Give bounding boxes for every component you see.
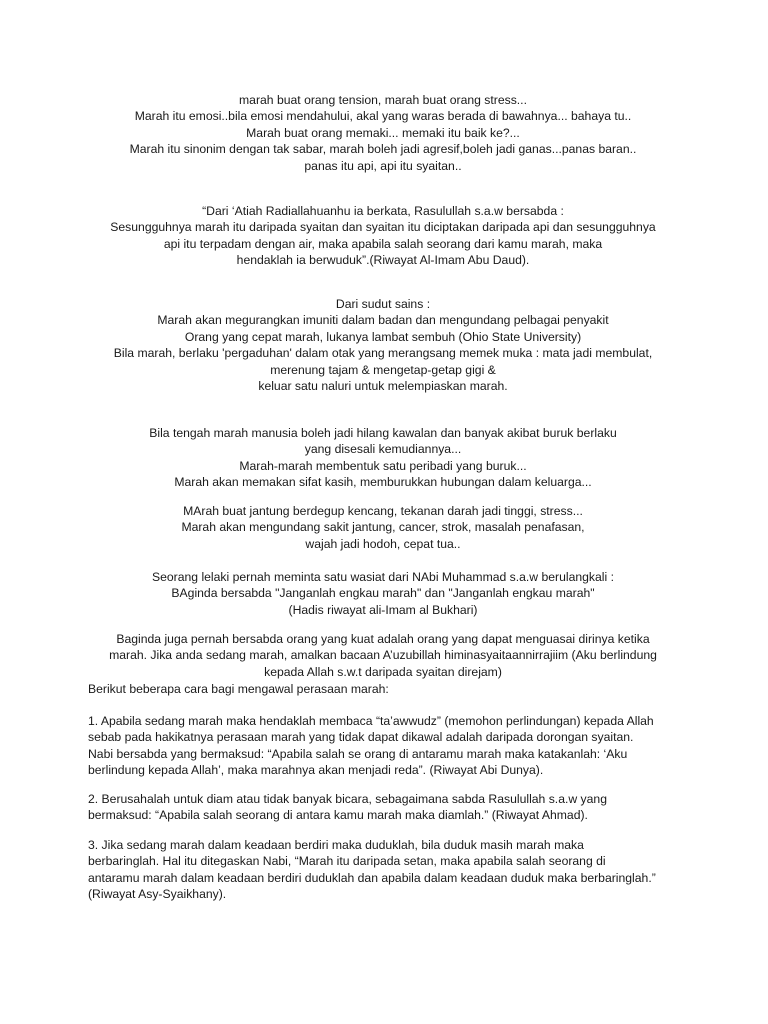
consequences-line: Bila tengah marah manusia boleh jadi hilang kawalan dan banyak akibat buruk berlaku	[149, 426, 617, 440]
strong-person-line: marah. Jika anda sedang marah, amalkan bacaan A’uzubillah himinasyaitaannirrajiim (Aku berlindung	[109, 648, 657, 663]
hadith-bukhari-paragraph	[88, 569, 678, 618]
consequences-paragraph	[88, 425, 678, 491]
science-heading: Dari sudut sains :	[335, 297, 431, 311]
science-line: keluar satu naluri untuk melempiaskan marah.	[258, 379, 508, 394]
health-paragraph	[88, 503, 678, 552]
hadith-line: (Hadis riwayat ali-Imam al Bukhari)	[288, 602, 478, 617]
way-line: Nabi bersabda yang bermaksud: “Apabila salah se orang di antaramu marah maka katakanlah: ‘Aku	[88, 746, 628, 761]
strong-person-paragraph	[88, 631, 678, 680]
intro-paragraph	[88, 92, 678, 174]
strong-person-line: kepada Allah s.w.t daripada syaitan direjam)	[264, 664, 502, 679]
way-line: sebab pada hakikatnya perasaan marah yang tidak dapat dikawal adalah daripada dorongan syaitan.	[88, 730, 634, 745]
ways-heading	[88, 681, 678, 697]
hadith-line: BAginda bersabda "Janganlah engkau marah" dan "Janganlah engkau marah"	[171, 586, 595, 601]
intro-line: Marah buat orang memaki... memaki itu baik ke?...	[246, 125, 520, 140]
hadith-line: hendaklah ia berwuduk”.(Riwayat Al-Imam Abu Daud).	[236, 253, 530, 268]
intro-line: panas itu api, api itu syaitan..	[304, 158, 462, 173]
way-item-2	[88, 791, 678, 824]
way-line: antaramu marah dalam keadaan berdiri duduklah dan apabila dalam keadaan duduk maka berbaringlah.”	[88, 870, 656, 885]
health-line: MArah buat jantung berdegup kencang, tekanan darah jadi tinggi, stress...	[183, 504, 583, 518]
hadith-line: Seorang lelaki pernah meminta satu wasiat dari NAbi Muhammad s.a.w berulangkali :	[151, 570, 614, 584]
ways-heading-text: Berikut beberapa cara bagi mengawal perasaan marah:	[88, 682, 389, 696]
hadith-line: “Dari ‘Atiah Radiallahuanhu ia berkata, Rasulullah s.a.w bersabda :	[202, 204, 564, 218]
way-line: (Riwayat Asy-Syaikhany).	[88, 887, 227, 902]
science-line: Orang yang cepat marah, lukanya lambat sembuh (Ohio State University)	[184, 329, 582, 344]
intro-line: Marah itu emosi..bila emosi mendahului, akal yang waras berada di bawahnya... bahaya tu..	[134, 109, 632, 124]
intro-line: Marah itu sinonim dengan tak sabar, marah boleh jadi agresif,boleh jadi ganas...panas baran..	[129, 142, 637, 157]
science-line: Marah akan megurangkan imuniti dalam badan dan mengundang pelbagai penyakit	[157, 313, 609, 328]
hadith-line: Sesungguhnya marah itu daripada syaitan dan syaitan itu diciptakan daripada api dan sesungguhnya	[110, 220, 656, 235]
way-line: 3. Jika sedang marah dalam keadaan berdiri maka duduklah, bila duduk masih marah maka	[88, 838, 584, 852]
way-item-1	[88, 713, 678, 779]
health-line: Marah akan mengundang sakit jantung, cancer, strok, masalah penafasan,	[181, 520, 585, 535]
health-line: wajah jadi hodoh, cepat tua..	[305, 536, 461, 551]
hadith-line: api itu terpadam dengan air, maka apabila salah seorang dari kamu marah, maka	[163, 236, 603, 251]
science-line: merenung tajam & mengetap-getap gigi &	[270, 362, 496, 377]
intro-line: marah buat orang tension, marah buat orang stress...	[239, 93, 527, 107]
hadith-atiah-paragraph	[88, 203, 678, 269]
consequences-line: Marah akan memakan sifat kasih, memburukkan hubungan dalam keluarga...	[174, 475, 592, 490]
way-line: 2. Berusahalah untuk diam atau tidak banyak bicara, sebagaimana sabda Rasulullah s.a.w yang	[88, 792, 607, 806]
way-line: berlindung kepada Allah’, maka marahnya akan menjadi reda”. (Riwayat Abi Dunya).	[88, 763, 544, 778]
science-line: Bila marah, berlaku 'pergaduhan' dalam otak yang merangsang memek muka : mata jadi membulat,	[113, 346, 653, 361]
strong-person-line: Baginda juga pernah bersabda orang yang kuat adalah orang yang dapat menguasai dirinya ketika	[116, 632, 650, 646]
way-item-3	[88, 837, 678, 903]
consequences-line: Marah-marah membentuk satu peribadi yang buruk...	[239, 458, 527, 473]
science-paragraph	[88, 296, 678, 394]
way-line: 1. Apabila sedang marah maka hendaklah membaca “ta’awwudz” (memohon perlindungan) kepada Allah	[88, 714, 654, 728]
consequences-line: yang disesali kemudiannya...	[304, 442, 462, 457]
way-line: berbaringlah. Hal itu ditegaskan Nabi, “Marah itu daripada setan, maka apabila salah seorang di	[88, 854, 606, 869]
way-line: bermaksud: “Apabila salah seorang di antara kamu marah maka diamlah.” (Riwayat Ahmad).	[88, 808, 588, 823]
